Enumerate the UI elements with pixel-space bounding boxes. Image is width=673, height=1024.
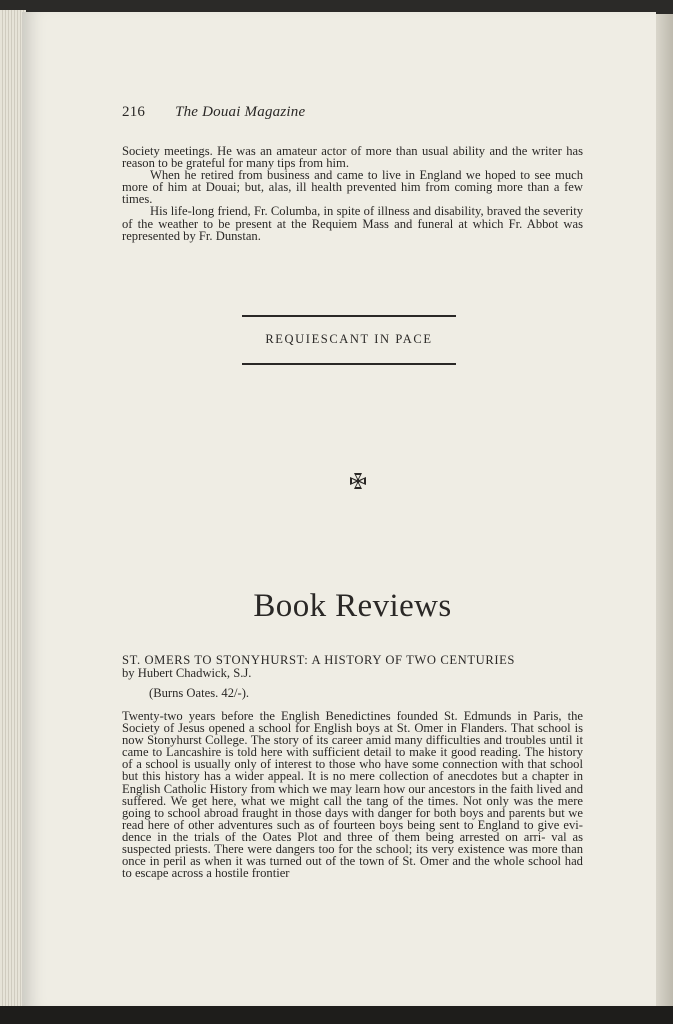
text-line: Twenty-two years before the English Benedictines founded St. Edmunds	[122, 709, 512, 723]
text-line: funeral at which Fr. Abbot was represented by Fr. Dunstan.	[122, 216, 584, 243]
review-paragraph	[122, 710, 583, 879]
requiescant-heading: REQUIESCANT IN PACE	[265, 332, 433, 346]
text-line: in Paris, the Society of Jesus opened a school for English boys at St. Omer in	[122, 709, 583, 736]
text-line: dence in the trials of the Oates Plot and three of them being arrested on arri-	[122, 829, 546, 844]
text-line: with sufficient detail to make it good reading. The history of a school is	[122, 745, 583, 772]
text-line: His life-long friend, Fr. Columba, in spite of illness and disability,	[150, 204, 484, 219]
text-line: existence was more than once in peril as when it was turned out of the	[122, 842, 583, 869]
text-line: amid many difficulties and troubles until it came to Lancashire is told here	[122, 733, 583, 760]
text-line: usually only of interest to those who have some connection with that school	[194, 757, 583, 772]
text-line: Flanders. That school is now Stonyhurst College. The story of its career	[122, 721, 583, 748]
review-body	[122, 710, 583, 879]
magazine-title: The Douai Magazine	[175, 104, 306, 120]
bottom-rule	[242, 363, 456, 365]
text-line: coming more than a few times.	[122, 180, 583, 207]
running-header	[122, 104, 305, 121]
reviewed-book-author: by Hubert Chadwick, S.J.	[122, 666, 252, 680]
section-title: Book Reviews	[253, 588, 452, 624]
obituary-paragraph-1	[122, 145, 583, 169]
text-line: braved the severity of the weather to be present at the Requiem Mass and	[122, 204, 584, 231]
page-number: 216	[122, 104, 146, 120]
obituary-text	[122, 145, 583, 242]
text-line: Society meetings. He was an amateur actor of more than usual ability and	[122, 144, 508, 158]
text-line: the writer has reason to be grateful for many tips from him.	[122, 144, 583, 171]
text-line: ancestors in the faith lived and suffered. We get here, what we might call the	[122, 781, 584, 808]
text-line: to see much more of him at Douai; but, alas, ill health prevented him from	[122, 168, 584, 195]
cross-pattee-icon	[349, 472, 367, 490]
text-line: town of St. Omer and the whole school had to escape across a hostile frontier	[122, 854, 583, 881]
facing-page-edge	[656, 14, 673, 1008]
text-line: a chapter in English Catholic History from which we may learn how our	[122, 769, 583, 796]
text-line: other adventures such as of fourteen boys being sent to England to give evi-	[188, 817, 583, 832]
obituary-paragraph-2	[122, 169, 583, 205]
review-heading	[122, 654, 583, 680]
text-line: but this history has a wider appeal. It is no mere collection of anecdotes but	[122, 769, 518, 784]
text-line: val as suspected priests. There were dangers too for the school; its very	[122, 829, 583, 857]
top-rule	[242, 315, 456, 317]
text-line: tang of the times. Not only was the mere going to school abroad fraught	[122, 793, 583, 820]
text-line: in those days with danger for both boys and parents but we read here of	[122, 805, 583, 832]
bottom-shadow	[0, 1006, 673, 1024]
reviewed-book-publisher: (Burns Oates. 42/-).	[149, 686, 250, 700]
reviewed-book-title: ST. OMERS TO STONYHURST: A HISTORY OF TWO CENTURIES	[122, 653, 516, 667]
text-line: When he retired from business and came to live in England we hoped	[150, 168, 516, 183]
obituary-paragraph-3	[122, 205, 583, 241]
